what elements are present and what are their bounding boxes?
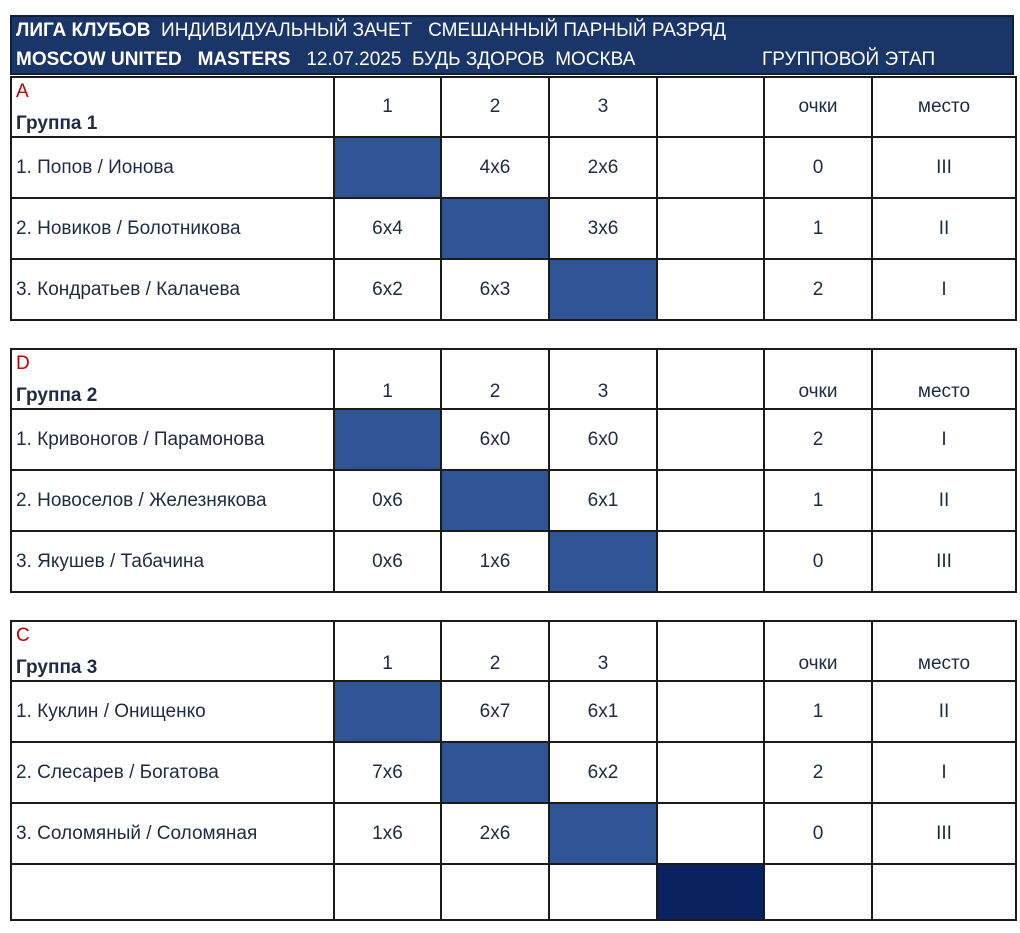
empty-cell (549, 864, 657, 920)
match-score: 4х6 (441, 137, 549, 198)
diagonal-cell (549, 803, 657, 864)
points-header (764, 349, 872, 409)
match-score: 0х6 (334, 531, 441, 592)
column-header-3 (549, 77, 657, 137)
pair-name: 3. Кондратьев / Калачева (11, 259, 334, 320)
match-score: 6х0 (549, 409, 657, 470)
points-header (764, 77, 872, 137)
match-score: 1х6 (334, 803, 441, 864)
empty-header (657, 621, 764, 681)
table-row (11, 470, 1016, 531)
column-header-2-label: 2 (489, 653, 501, 674)
group-label-cell (11, 621, 334, 681)
group-table (10, 76, 1017, 321)
tournament-header (10, 15, 1014, 75)
empty-cell (11, 864, 334, 920)
match-score: 6х3 (441, 259, 549, 320)
column-header-3-label: 3 (597, 653, 609, 674)
table-row (11, 803, 1016, 864)
empty-cell (657, 259, 764, 320)
empty-cell (872, 864, 1016, 920)
table-row (11, 198, 1016, 259)
group-table (10, 620, 1017, 921)
empty-row (11, 864, 1016, 920)
group-label-cell (11, 77, 334, 137)
empty-cell (441, 864, 549, 920)
empty-cell (657, 803, 764, 864)
place-value: II (872, 681, 1016, 742)
pair-name: 3. Соломяный / Соломяная (11, 803, 334, 864)
diagonal-cell (334, 409, 441, 470)
place-value: III (872, 803, 1016, 864)
empty-cell (334, 864, 441, 920)
match-score: 6х2 (549, 742, 657, 803)
column-header-1-label: 1 (382, 381, 393, 402)
group-letter: A (16, 81, 29, 102)
column-header-1-label: 1 (382, 653, 393, 674)
empty-cell (657, 470, 764, 531)
place-value: II (872, 198, 1016, 259)
group-name: Группа 3 (16, 657, 98, 678)
diagonal-cell (549, 259, 657, 320)
event-info: 12.07.2025 БУДЬ ЗДОРОВ МОСКВА (306, 49, 636, 70)
group-name: Группа 2 (16, 385, 98, 406)
group-header-row (11, 621, 1016, 681)
empty-header (657, 77, 764, 137)
organization-name: MOSCOW UNITED (16, 49, 182, 70)
column-header-2-label: 2 (489, 381, 501, 402)
match-score: 6х1 (549, 681, 657, 742)
table-row (11, 742, 1016, 803)
header-line-2 (16, 46, 1012, 74)
pair-name: 3. Якушев / Табачина (11, 531, 334, 592)
column-header-1 (334, 77, 441, 137)
group-header-row (11, 349, 1016, 409)
column-header-2 (441, 621, 549, 681)
column-header-2 (441, 77, 549, 137)
empty-header (657, 349, 764, 409)
points-value: 0 (764, 531, 872, 592)
empty-cell (657, 681, 764, 742)
match-score: 6х0 (441, 409, 549, 470)
points-header-label: очки (798, 653, 838, 674)
header-line-1 (16, 17, 726, 45)
points-header (764, 621, 872, 681)
column-header-3 (549, 621, 657, 681)
column-header-2 (441, 349, 549, 409)
table-row (11, 681, 1016, 742)
empty-cell (657, 198, 764, 259)
column-header-3-label: 3 (597, 96, 609, 117)
points-value: 1 (764, 198, 872, 259)
column-header-3-label: 3 (597, 381, 609, 402)
match-score: 6х7 (441, 681, 549, 742)
column-header-2-label: 2 (489, 96, 501, 117)
place-value: I (872, 742, 1016, 803)
group-letter: D (16, 353, 30, 374)
points-value: 0 (764, 803, 872, 864)
table-row (11, 409, 1016, 470)
level-name: MASTERS (197, 49, 291, 70)
place-header (872, 349, 1016, 409)
match-score: 1х6 (441, 531, 549, 592)
league-name: ЛИГА КЛУБОВ (16, 20, 151, 41)
points-header-label: очки (798, 96, 838, 117)
column-header-1-label: 1 (382, 96, 393, 117)
match-score: 7х6 (334, 742, 441, 803)
match-score: 6х2 (334, 259, 441, 320)
diagonal-cell (334, 681, 441, 742)
event-type: ИНДИВИДУАЛЬНЫЙ ЗАЧЕТ СМЕШАННЫЙ ПАРНЫЙ РАЗРЯД (161, 20, 727, 41)
place-header (872, 77, 1016, 137)
points-value: 1 (764, 681, 872, 742)
place-value: I (872, 259, 1016, 320)
match-score: 0х6 (334, 470, 441, 531)
group-header-row (11, 77, 1016, 137)
empty-cell (764, 864, 872, 920)
match-score: 3х6 (549, 198, 657, 259)
column-header-1 (334, 621, 441, 681)
points-header-label: очки (798, 381, 838, 402)
group-letter: C (16, 625, 30, 646)
points-value: 1 (764, 470, 872, 531)
match-score: 6х4 (334, 198, 441, 259)
dark-cell (657, 864, 764, 920)
pair-name: 1. Куклин / Онищенко (11, 681, 334, 742)
points-value: 2 (764, 742, 872, 803)
match-score: 2х6 (549, 137, 657, 198)
pair-name: 1. Попов / Ионова (11, 137, 334, 198)
place-header (872, 621, 1016, 681)
place-header-label: место (917, 96, 971, 117)
column-header-3 (549, 349, 657, 409)
group-table (10, 348, 1017, 593)
group-name: Группа 1 (16, 113, 98, 134)
points-value: 2 (764, 409, 872, 470)
empty-cell (657, 742, 764, 803)
column-header-1 (334, 349, 441, 409)
match-score: 2х6 (441, 803, 549, 864)
points-value: 0 (764, 137, 872, 198)
diagonal-cell (441, 470, 549, 531)
empty-cell (657, 409, 764, 470)
diagonal-cell (441, 742, 549, 803)
points-value: 2 (764, 259, 872, 320)
diagonal-cell (334, 137, 441, 198)
place-value: III (872, 137, 1016, 198)
stage-name: ГРУППОВОЙ ЭТАП (762, 49, 936, 70)
place-header-label: место (917, 653, 971, 674)
table-row (11, 259, 1016, 320)
table-row (11, 137, 1016, 198)
pair-name: 2. Слесарев / Богатова (11, 742, 334, 803)
place-value: III (872, 531, 1016, 592)
pair-name: 2. Новоселов / Железнякова (11, 470, 334, 531)
empty-cell (657, 137, 764, 198)
table-row (11, 531, 1016, 592)
diagonal-cell (441, 198, 549, 259)
empty-cell (657, 531, 764, 592)
match-score: 6х1 (549, 470, 657, 531)
group-label-cell (11, 349, 334, 409)
place-value: I (872, 409, 1016, 470)
diagonal-cell (549, 531, 657, 592)
pair-name: 1. Кривоногов / Парамонова (11, 409, 334, 470)
place-header-label: место (917, 381, 971, 402)
pair-name: 2. Новиков / Болотникова (11, 198, 334, 259)
place-value: II (872, 470, 1016, 531)
